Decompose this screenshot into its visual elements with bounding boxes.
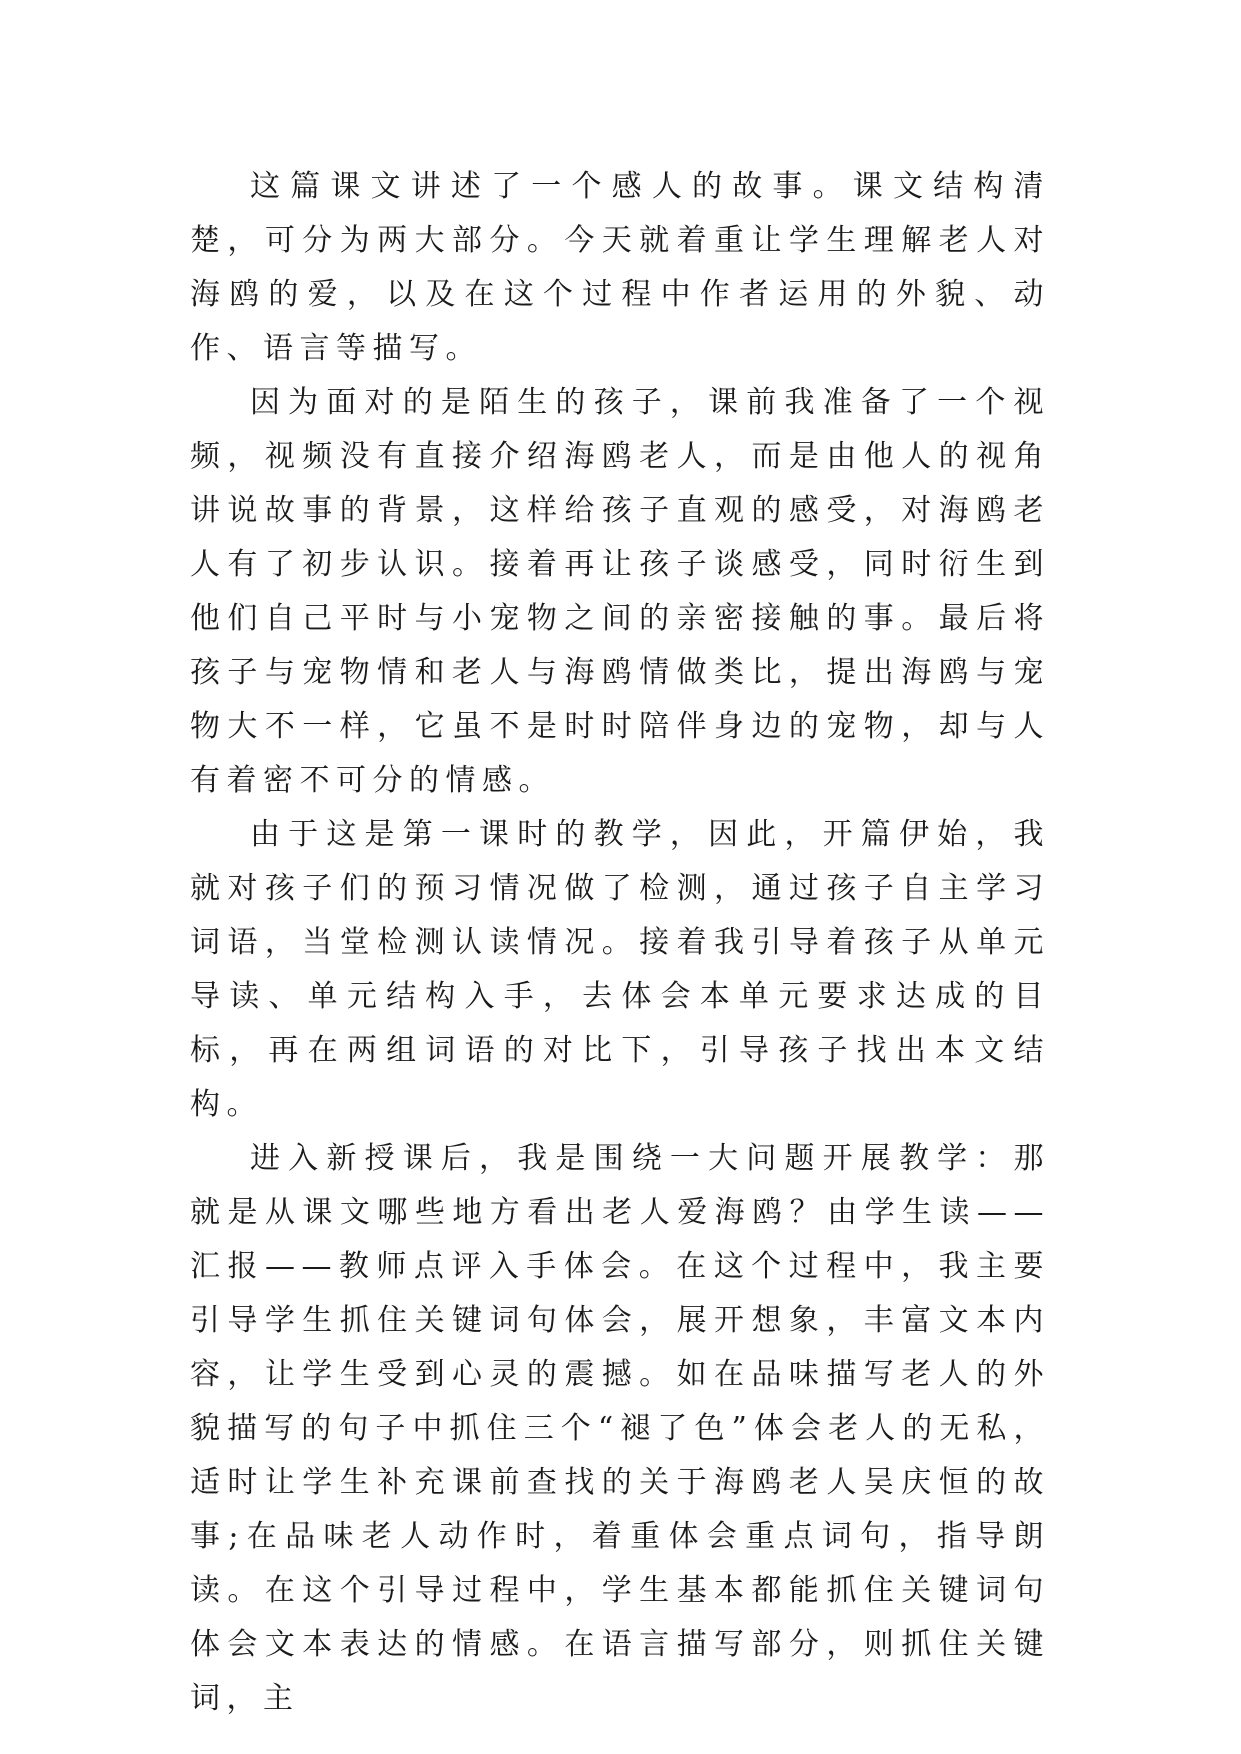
paragraph: 进入新授课后，我是围绕一大问题开展教学：那就是从课文哪些地方看出老人爱海鸥？由学生读——汇报——教师点评入手体会。在这个过程中，我主要引导学生抓住关键词句体会，展开想象，丰富文本内容，让学生受到心灵的震撼。如在品味描写老人的外貌描写的句子中抓住三个“褪了色”体会老人的无私，适时让学生补充课前查找的关于海鸥老人吴庆恒的故事;在品味老人动作时，着重体会重点词句，指导朗读。在这个引导过程中，学生基本都能抓住关键词句体会文本表达的情感。在语言描写部分，则抓住关键词，主 xyxy=(190,1141,1050,1716)
paragraph: 这篇课文讲述了一个感人的故事。课文结构清楚，可分为两大部分。今天就着重让学生理解老人对海鸥的爱，以及在这个过程中作者运用的外貌、动作、语言等描写。 xyxy=(190,169,1050,366)
paragraph: 因为面对的是陌生的孩子，课前我准备了一个视频，视频没有直接介绍海鸥老人，而是由他人的视角讲说故事的背景，这样给孩子直观的感受，对海鸥老人有了初步认识。接着再让孩子谈感受，同时衍生到他们自己平时与小宠物之间的亲密接触的事。最后将孩子与宠物情和老人与海鸥情做类比，提出海鸥与宠物大不一样，它虽不是时时陪伴身边的宠物，却与人有着密不可分的情感。 xyxy=(190,385,1050,798)
paragraph: 由于这是第一课时的教学，因此，开篇伊始，我就对孩子们的预习情况做了检测，通过孩子自主学习词语，当堂检测认读情况。接着我引导着孩子从单元导读、单元结构入手，去体会本单元要求达成的目标，再在两组词语的对比下，引导孩子找出本文结构。 xyxy=(190,817,1050,1122)
document-body xyxy=(190,160,1050,1726)
